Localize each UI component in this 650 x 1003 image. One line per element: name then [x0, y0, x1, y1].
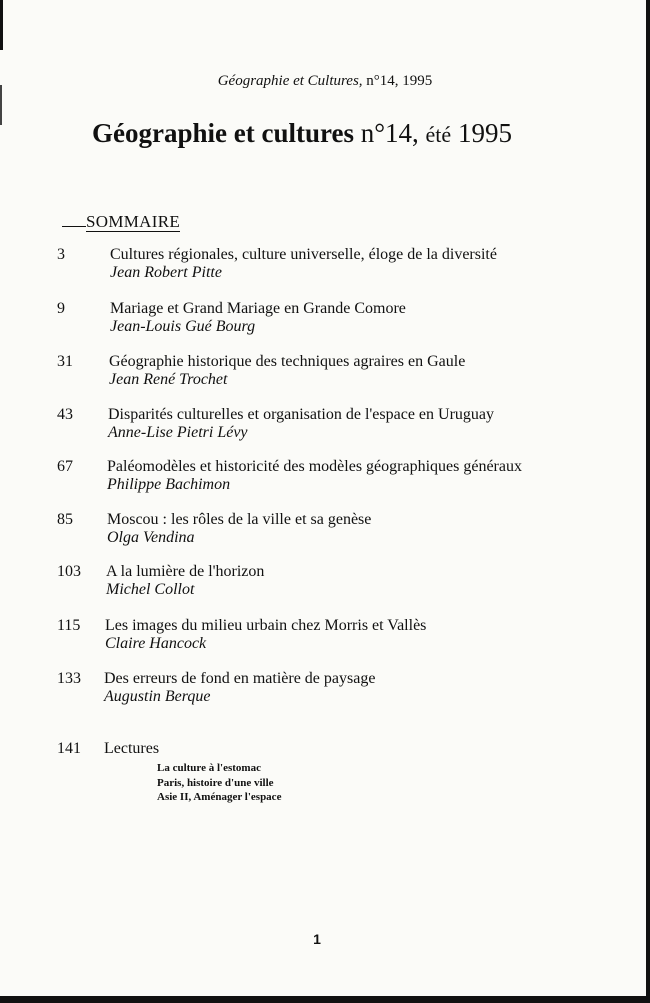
entry-author: Jean-Louis Gué Bourg: [110, 318, 256, 335]
lectures-item: Paris, histoire d'une ville: [157, 776, 274, 789]
running-head-issue: n°14, 1995: [366, 73, 433, 89]
entry-author: Anne-Lise Pietri Lévy: [108, 424, 248, 441]
entry-author: Augustin Berque: [104, 688, 211, 705]
entry-page: 115: [57, 617, 81, 634]
entry-title: Mariage et Grand Mariage en Grande Comore: [110, 300, 406, 317]
entry-page: 141: [57, 740, 81, 757]
entry-page: 9: [57, 300, 65, 317]
title-season: été: [425, 122, 452, 147]
entry-author: Michel Collot: [106, 581, 195, 598]
entry-title: Des erreurs de fond en matière de paysage: [104, 670, 376, 687]
entry-page: 133: [57, 670, 81, 687]
heading-rule: [62, 226, 86, 227]
entry-page: 67: [57, 458, 73, 475]
entry-title: Lectures: [104, 740, 160, 757]
entry-title: Moscou : les rôles de la ville et sa genèse: [107, 511, 372, 528]
scan-edge-right: [646, 0, 650, 1003]
title-number: n°14,: [360, 118, 419, 148]
scan-edge-left: [0, 0, 3, 50]
entry-author: Jean René Trochet: [109, 371, 228, 388]
entry-title: Géographie historique des techniques agraires en Gaule: [109, 353, 466, 370]
entry-author: Olga Vendina: [107, 529, 195, 546]
entry-page: 85: [57, 511, 73, 528]
entry-page: 43: [57, 406, 73, 423]
lectures-item: Asie II, Aménager l'espace: [157, 791, 282, 803]
entry-title: Les images du milieu urbain chez Morris et Vallès: [105, 617, 427, 634]
entry-author: Jean Robert Pitte: [110, 264, 222, 281]
entry-page: 31: [57, 353, 73, 370]
running-head-journal: Géographie et Cultures,: [217, 73, 363, 89]
page-number: 1: [313, 931, 321, 947]
title-name: Géographie et cultures: [92, 118, 354, 148]
lectures-list: [157, 761, 281, 805]
entry-title: Disparités culturelles et organisation de l'espace en Uruguay: [108, 406, 495, 423]
scan-edge-left-mark: [0, 85, 2, 125]
section-heading-text: SOMMAIRE: [86, 212, 181, 231]
entry-author: Claire Hancock: [105, 635, 207, 652]
lectures-item: La culture à l'estomac: [157, 762, 261, 774]
title-year: 1995: [457, 118, 512, 148]
entry-author: Philippe Bachimon: [107, 476, 231, 493]
entry-title: Paléomodèles et historicité des modèles géographiques généraux: [107, 458, 522, 475]
entry-page: 3: [57, 246, 65, 263]
section-heading: [62, 212, 180, 232]
entry-title: A la lumière de l'horizon: [106, 563, 265, 580]
entry-page: 103: [57, 563, 81, 580]
page-title: [92, 118, 512, 149]
entry-title: Cultures régionales, culture universelle, éloge de la diversité: [110, 246, 497, 263]
scan-edge-bottom: [0, 996, 650, 1003]
running-head: [0, 73, 650, 90]
